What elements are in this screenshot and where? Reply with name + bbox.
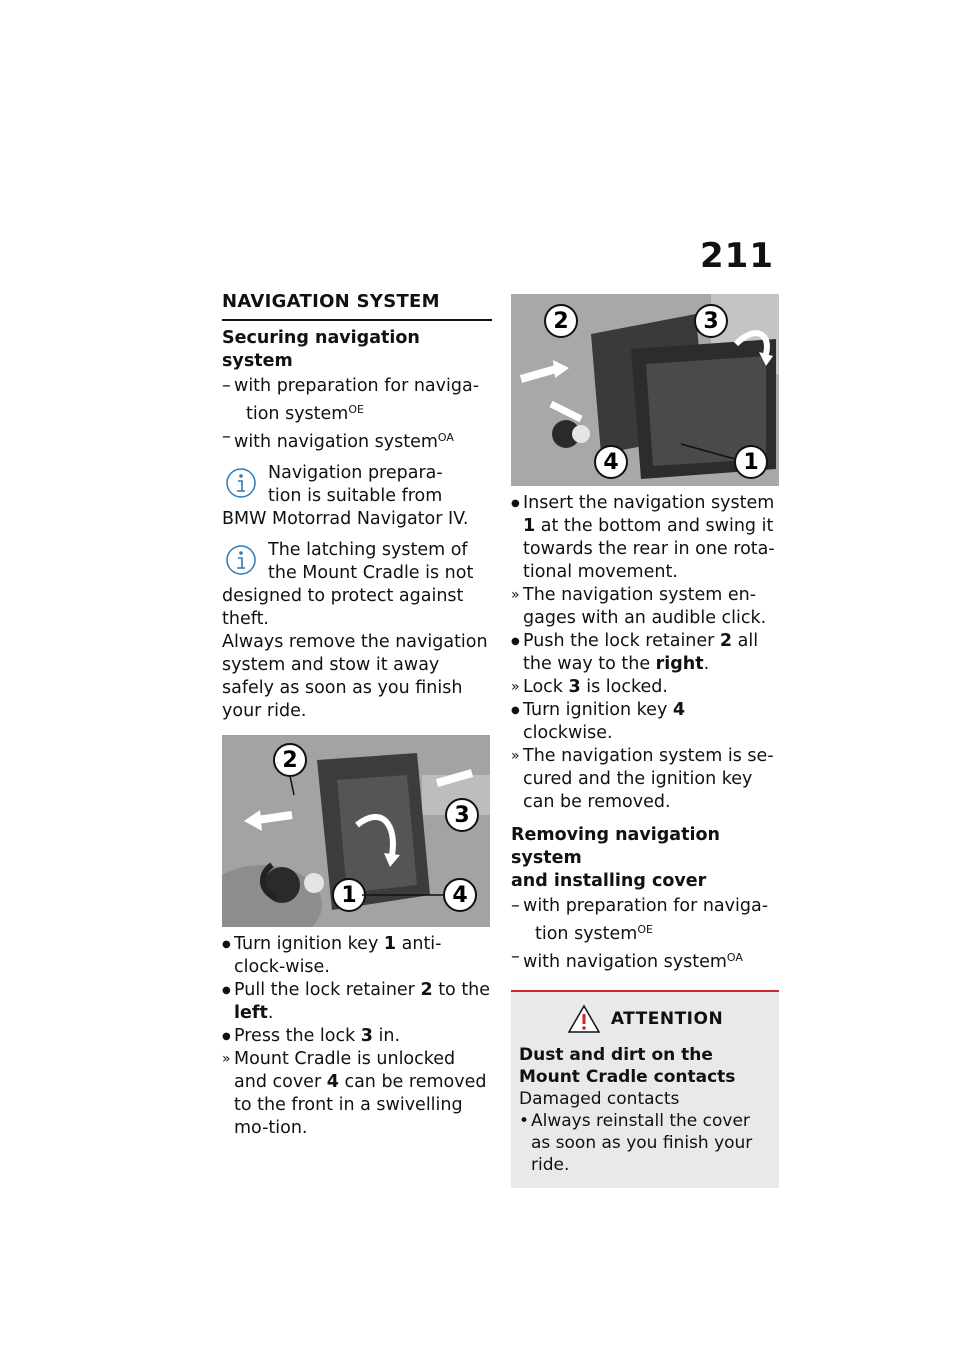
option-sup: OE <box>637 923 653 936</box>
page-number: 211 <box>700 236 774 276</box>
info-note-1 <box>222 462 492 531</box>
result-text: can be removed to the front in a swivelling mo-tion. <box>234 1072 487 1138</box>
option-sup: OA <box>437 431 454 444</box>
condition-preparation-2 <box>511 895 779 946</box>
figure-label: 4 <box>603 450 619 475</box>
step-emphasis: left <box>234 1003 268 1023</box>
section-title: NAVIGATION SYSTEM <box>222 290 492 321</box>
step-ref: 3 <box>568 677 581 697</box>
step-text: Insert the navigation system <box>523 493 775 513</box>
step-ref: 1 <box>383 934 397 954</box>
step-text: all the way to the <box>523 631 759 674</box>
navigator-illustration <box>511 294 779 486</box>
step-text: to the <box>432 980 491 1000</box>
condition-text: tion system <box>535 924 638 944</box>
condition-preparation <box>222 375 492 426</box>
step-press-lock <box>222 1025 492 1048</box>
securing-heading: Securing navigation system <box>222 328 420 371</box>
result-locked <box>511 676 779 699</box>
step-turn-key <box>222 933 492 979</box>
step-text: . <box>267 1003 274 1023</box>
step-ref: 2 <box>420 980 433 1000</box>
figure-label: 4 <box>452 883 468 908</box>
cradle-illustration <box>222 735 490 927</box>
step-text: Pull the lock retainer <box>234 980 421 1000</box>
step-text: Push the lock retainer <box>523 631 720 651</box>
step-text: in. <box>372 1026 401 1046</box>
result-text: The navigation system en-gages with an audible click. <box>523 585 767 628</box>
figure-label: 2 <box>282 748 298 773</box>
warning-cause-text: Dust and dirt on the <box>519 1045 713 1065</box>
step-turn-key-clockwise <box>511 699 779 745</box>
note-text: The latching system of <box>268 540 468 560</box>
warning-box <box>511 990 779 1188</box>
condition-text: tion system <box>246 404 349 424</box>
step-push-retainer <box>511 630 779 676</box>
figure-label: 3 <box>454 803 470 828</box>
result-text: The navigation system is se-cured and the ignition key can be removed. <box>523 746 774 812</box>
warning-header <box>519 1004 771 1034</box>
step-ref: 2 <box>719 631 733 651</box>
note-text: Navigation prepara- <box>268 463 443 483</box>
condition-navigation-2 <box>511 946 779 974</box>
figure-insert-navigator <box>511 294 779 486</box>
condition-text: with navigation system <box>234 432 438 452</box>
step-emphasis: right <box>655 654 704 674</box>
condition-navigation <box>222 426 492 454</box>
info-icon <box>224 466 258 500</box>
step-text: at the bottom and swing it towards the rear in one rota-tional movement. <box>523 516 775 582</box>
info-icon <box>224 543 258 577</box>
info-note-2 <box>222 539 492 723</box>
note-text: the Mount Cradle is not <box>268 563 474 583</box>
step-text: Turn ignition key <box>234 934 384 954</box>
warning-triangle-icon <box>567 1004 601 1034</box>
step-ref: 1 <box>523 516 536 536</box>
right-column <box>511 290 779 1188</box>
note-text: designed to protect against theft. <box>222 586 464 629</box>
result-unlocked <box>222 1048 492 1140</box>
figure-label: 2 <box>553 309 569 334</box>
note-text: tion is suitable from <box>268 486 443 506</box>
step-ref: 3 <box>360 1026 373 1046</box>
step-ref: 4 <box>672 700 686 720</box>
step-text: . <box>703 654 710 674</box>
step-insert-navigator <box>511 492 779 584</box>
result-secured <box>511 745 779 814</box>
result-text: Mount Cradle is unlocked and cover <box>234 1049 456 1092</box>
step-text: Press the lock <box>234 1026 361 1046</box>
heading-text: and installing cover <box>511 871 707 891</box>
option-sup: OA <box>726 951 743 964</box>
condition-text: with preparation for naviga- <box>523 896 769 916</box>
option-sup: OE <box>348 403 364 416</box>
step-text: Turn ignition key <box>523 700 673 720</box>
step-pull-retainer <box>222 979 492 1025</box>
warning-cause-text: Mount Cradle contacts <box>519 1067 736 1087</box>
figure-label: 1 <box>341 883 357 908</box>
warning-consequence: Damaged contacts <box>519 1089 680 1109</box>
condition-text: with navigation system <box>523 952 727 972</box>
figure-label: 1 <box>743 450 759 475</box>
result-engages <box>511 584 779 630</box>
result-text: is locked. <box>580 677 668 697</box>
figure-label: 3 <box>703 309 719 334</box>
warning-action: • Always reinstall the cover as soon as you finish your ride. <box>519 1110 771 1176</box>
warning-title: ATTENTION <box>610 1009 724 1029</box>
result-text: Lock <box>523 677 569 697</box>
step-text: anti-clock-wise. <box>234 934 442 977</box>
warning-cause <box>519 1044 771 1088</box>
step-ref: 4 <box>326 1072 339 1092</box>
step-text: clockwise. <box>523 723 613 743</box>
figure-unlock-cradle <box>222 735 490 927</box>
removing-heading <box>511 824 779 893</box>
condition-text: with preparation for naviga- <box>234 376 480 396</box>
note-text: BMW Motorrad Navigator IV. <box>222 509 469 529</box>
note-text: Always remove the navigation system and stow it away safely as soon as you finish your ride. <box>222 632 488 721</box>
heading-text: Removing navigation system <box>511 825 720 868</box>
left-column <box>222 290 492 1140</box>
